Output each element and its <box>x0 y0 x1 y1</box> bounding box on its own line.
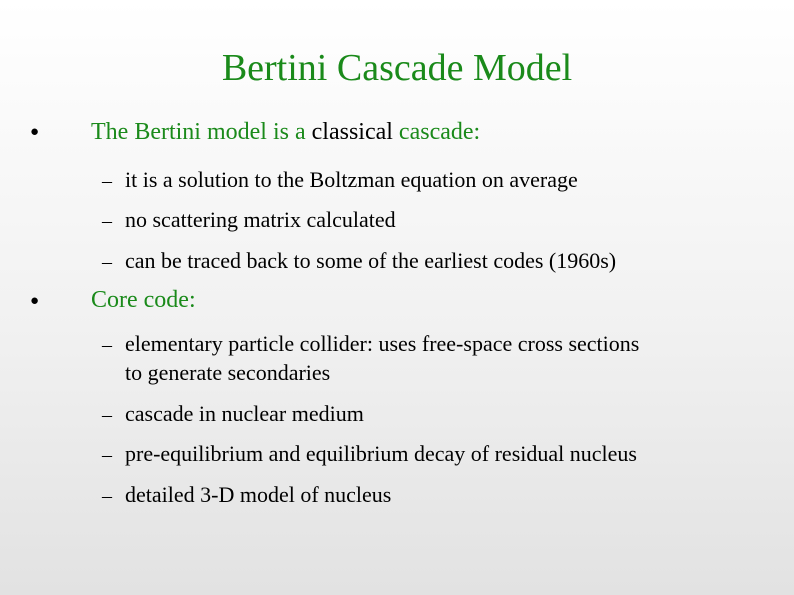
sub-bullet-marker: – <box>102 485 112 507</box>
sub-bullet-2-1-line1: elementary particle collider: uses free-space cross sections <box>125 331 640 356</box>
sub-bullet-2-4: detailed 3-D model of nucleus <box>125 482 392 507</box>
bullet-marker: ● <box>30 124 40 140</box>
sub-bullet-marker: – <box>102 404 112 426</box>
sub-bullet-2-3: pre-equilibrium and equilibrium decay of residual nucleus <box>125 441 637 466</box>
sub-bullet-marker: – <box>102 334 112 356</box>
sub-bullet-1-3: can be traced back to some of the earliest codes (1960s) <box>125 248 617 273</box>
bullet-1-text-post: cascade: <box>392 119 481 145</box>
sub-bullet-marker: – <box>102 251 112 273</box>
bullet-1-text-pre: The Bertini model is a <box>91 119 312 145</box>
sub-bullet-1-2: no scattering matrix calculated <box>125 207 396 232</box>
bullet-1-text-mid: classical <box>311 119 393 145</box>
sub-bullet-marker: – <box>102 444 112 466</box>
slide-title: Bertini Cascade Model <box>221 47 573 89</box>
bullet-2-text: Core code: <box>91 287 196 313</box>
bullet-marker: ● <box>30 293 40 309</box>
sub-bullet-2-1-line2: to generate secondaries <box>125 360 331 385</box>
bullet-1-text <box>91 117 480 147</box>
sub-bullet-marker: – <box>102 210 112 232</box>
sub-bullet-marker: – <box>102 170 112 192</box>
sub-bullet-1-1: it is a solution to the Boltzman equation on average <box>125 167 578 192</box>
sub-bullet-2-2: cascade in nuclear medium <box>125 401 364 426</box>
